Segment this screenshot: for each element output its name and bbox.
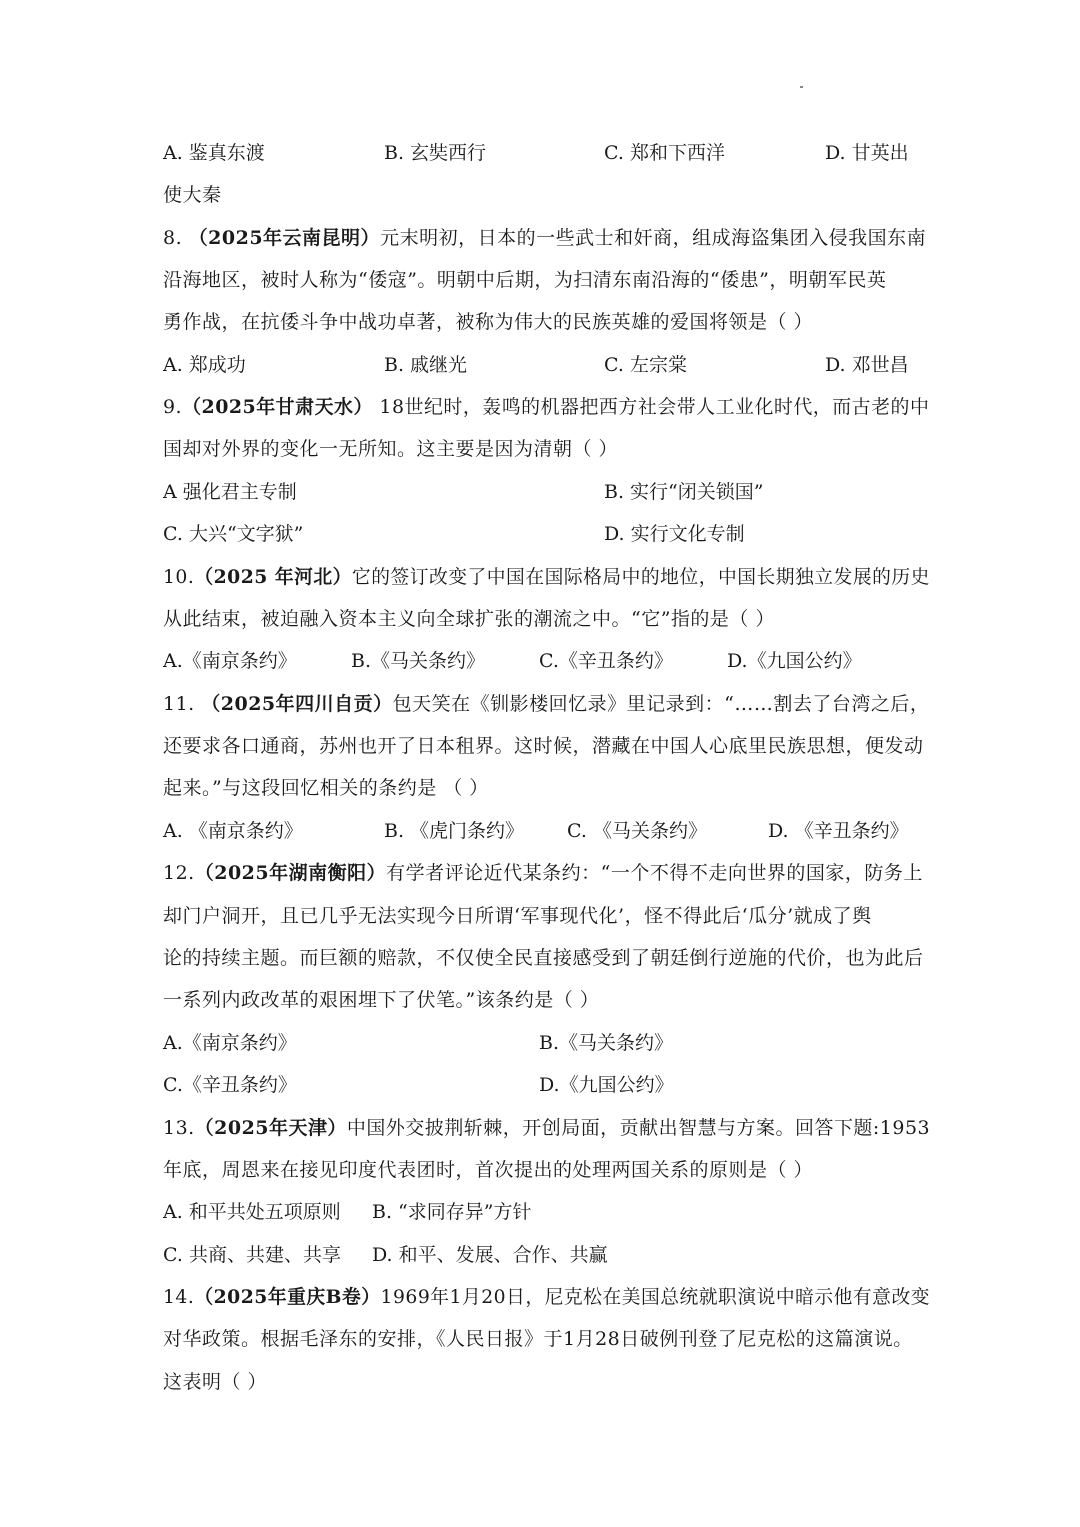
q10-option-d: D.《九国公约》 [727,650,862,672]
q10-option-c: C.《辛丑条约》 [539,650,673,672]
q14-line-2: 对华政策。根据毛泽东的安排，《人民日报》于1月28日破例刊登了尼克松的这篇演说。 [163,1328,913,1350]
q11-source: （2025年四川自贡） [201,693,393,715]
q11-line-1 [163,692,929,716]
q12-line-4: 一系列内政改革的艰困埋下了伏笔。”该条约是（ ） [163,989,600,1011]
q11-line-2: 还要求各口通商，苏州也开了日本租界。这时候，潜藏在中国人心底里民族思想，便发动 [163,735,924,757]
q14-source: （2025年重庆B卷） [194,1286,381,1308]
q14-line-1 [163,1285,930,1309]
q12-number: 12. [163,862,195,884]
scan-speck [800,86,803,88]
q12-line-2: 却门户洞开，且已几乎无法实现今日所谓‘军事现代化’，怪不得此后‘瓜分’就成了舆 [163,905,872,927]
q8-line-1 [163,226,926,250]
q11-number: 11. [163,693,202,715]
q13-text-1: 中国外交披荆斩棘，开创局面，贡献出智慧与方案。回答下题:1953 [346,1117,931,1139]
q9-line-2: 国却对外界的变化一无所知。这主要是因为清朝（ ） [163,438,619,460]
q8-option-c: C. 左宗棠 [604,354,687,376]
q12-option-c: C.《辛丑条约》 [163,1074,297,1096]
q9-option-b: B. 实行“闭关锁国” [604,481,764,503]
q9-option-d: D. 实行文化专制 [604,523,745,545]
q11-option-c: C. 《马关条约》 [567,820,707,842]
q10-line-2: 从此结束，被迫融入资本主义向全球扩张的潮流之中。“它”指的是（ ） [163,608,775,630]
q12-option-a: A.《南京条约》 [163,1032,297,1054]
q7-option-d: D. 甘英出 [825,142,909,164]
q11-option-b: B. 《虎门条约》 [384,820,525,842]
q9-line-1 [163,395,929,419]
q7-option-b: B. 玄奘西行 [384,142,487,164]
q13-line-2: 年底，周恩来在接见印度代表团时，首次提出的处理两国关系的原则是（ ） [163,1159,814,1181]
q7-option-a: A. 鉴真东渡 [163,142,265,164]
q11-text-1: 包天笑在《钏影楼回忆录》里记录到：“……割去了台湾之后， [392,693,930,715]
q13-option-d: D. 和平、发展、合作、共赢 [372,1244,608,1266]
q10-text-1: 它的签订改变了中国在国际格局中的地位，中国长期独立发展的历史 [351,566,930,588]
q14-text-1: 1969年1月20日，尼克松在美国总统就职演说中暗示他有意改变 [380,1286,930,1308]
q12-line-3: 论的持续主题。而巨额的赔款，不仅使全民直接感受到了朝廷倒行逆施的代价，也为此后 [163,947,924,969]
q7-option-d-continued: 使大秦 [163,184,222,206]
q8-number: 8. [163,227,189,249]
q8-option-b: B. 戚继光 [384,354,468,376]
q14-line-3: 这表明（ ） [163,1371,268,1393]
q13-option-b: B. “求同存异”方针 [372,1201,532,1223]
q13-option-c: C. 共商、共建、共享 [163,1244,341,1266]
q11-option-d: D. 《辛丑条约》 [768,820,909,842]
q13-option-a: A. 和平共处五项原则 [163,1201,341,1223]
q13-line-1 [163,1116,930,1140]
q10-line-1 [163,565,930,589]
q11-option-a: A. 《南京条约》 [163,820,303,842]
q9-option-a: A 强化君主专制 [163,481,297,503]
q12-line-1 [163,861,923,885]
q12-text-1: 有学者评论近代某条约：“一个不得不走向世界的国家，防务上 [386,862,923,884]
q10-source: （2025 年河北） [194,566,352,588]
q9-number: 9. [163,396,183,418]
q8-line-2: 沿海地区，被时人称为“倭寇”。明朝中后期，为扫清东南沿海的“倭患”，明朝军民英 [163,269,887,291]
q11-line-3: 起来。”与这段回忆相关的条约是 （ ） [163,777,489,799]
q9-text-1: 18世纪时，轰鸣的机器把西方社会带人工业化时代，而古老的中 [372,396,930,418]
q8-text-1: 元末明初，日本的一些武士和奸商，组成海盗集团入侵我国东南 [380,227,927,249]
q12-option-b: B.《马关条约》 [539,1032,674,1054]
q10-number: 10. [163,566,195,588]
q10-option-b: B.《马关条约》 [351,650,486,672]
q9-option-c: C. 大兴“文字狱” [163,523,304,545]
q14-number: 14. [163,1286,195,1308]
q8-option-a: A. 郑成功 [163,354,246,376]
q10-option-a: A.《南京条约》 [163,650,297,672]
q12-option-d: D.《九国公约》 [539,1074,674,1096]
q8-source: （2025年云南昆明） [188,227,381,249]
q12-source: （2025年湖南衡阳） [194,862,387,884]
q9-source: （2025年甘肃天水） [182,396,373,418]
q7-option-c: C. 郑和下西洋 [604,142,725,164]
q13-number: 13. [163,1117,195,1139]
q8-option-d: D. 邓世昌 [825,354,909,376]
q13-source: （2025年天津） [194,1117,347,1139]
q8-line-3: 勇作战，在抗倭斗争中战功卓著，被称为伟大的民族英雄的爱国将领是（ ） [163,311,814,333]
